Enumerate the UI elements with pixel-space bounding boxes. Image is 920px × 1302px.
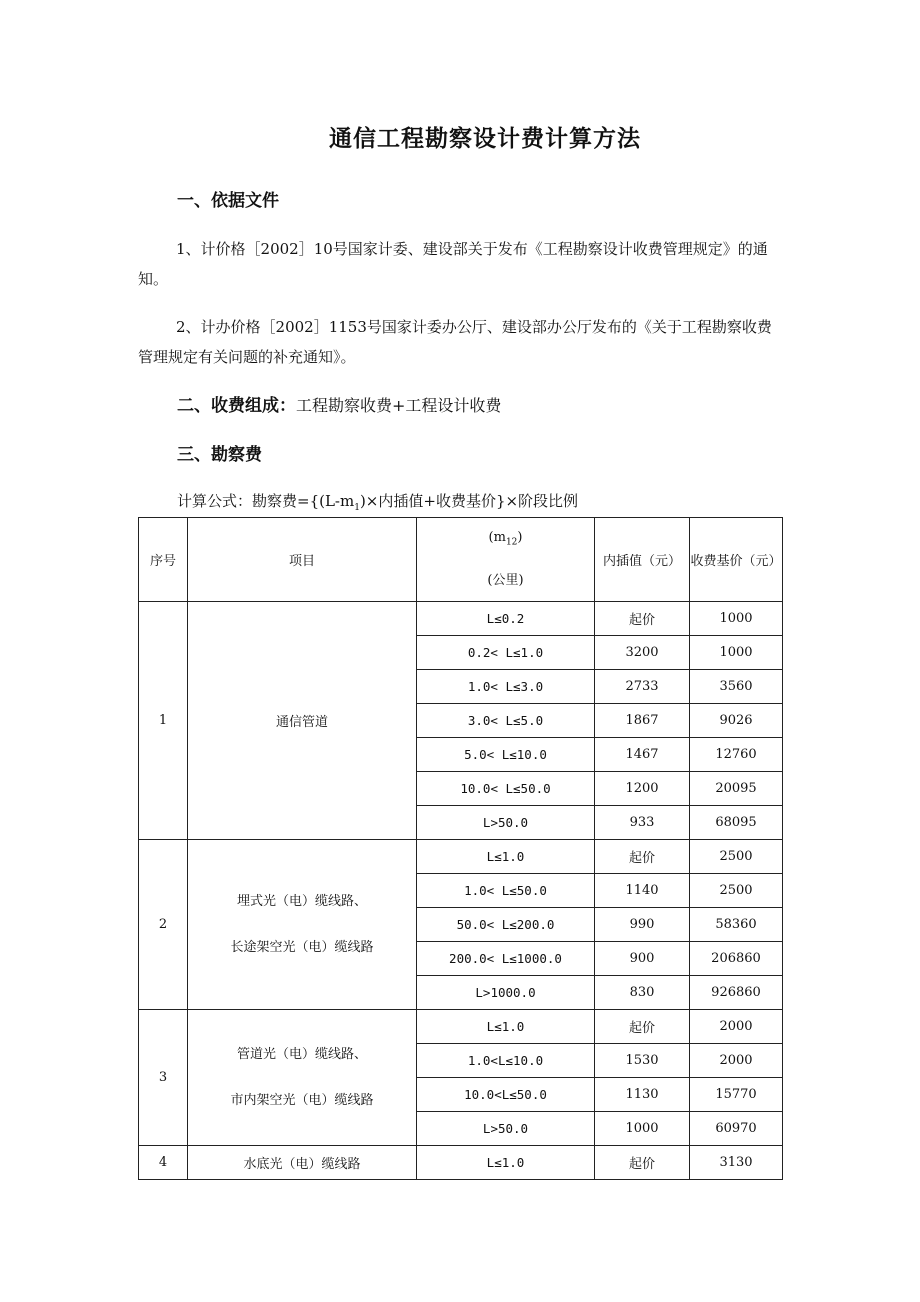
formula [177, 490, 578, 513]
table-header-row [139, 518, 783, 602]
basis-item-2 [138, 312, 784, 372]
header-range-top: $(m_{12})$ [488, 530, 523, 548]
interp-cell: 起价 [595, 1010, 690, 1044]
item-name-line: 市内架空光（电）缆线路 [230, 1092, 374, 1108]
interp-cell: 起价 [595, 602, 690, 636]
fee-table [138, 517, 783, 1180]
basis-item-2-text: 2、计办价格［2002］1153号国家计委办公厅、建设部办公厅发布的《关于工程勘察收费管理规定有关问题的补充通知》。 [138, 318, 772, 366]
table-row [139, 1146, 783, 1180]
base-cell: 20095 [690, 772, 783, 806]
section-heading-composition [177, 391, 501, 416]
composition-text: 工程勘察收费+工程设计收费 [296, 396, 502, 415]
base-cell: 2500 [690, 874, 783, 908]
interp-cell: 1130 [595, 1078, 690, 1112]
interp-cell: 1200 [595, 772, 690, 806]
interp-cell: 1140 [595, 874, 690, 908]
interp-cell: 1000 [595, 1112, 690, 1146]
header-range-unit: (公里) [487, 572, 524, 588]
page-title: 通信工程勘察设计费计算方法 [329, 125, 641, 152]
header-interp: 内插值（元） [595, 518, 690, 602]
composition-label: 二、收费组成： [177, 396, 296, 416]
range-cell: L>1000.0 [417, 976, 595, 1010]
range-cell: L≤1.0 [417, 840, 595, 874]
range-cell: 1.0<L≤10.0 [417, 1044, 595, 1078]
range-cell: L>50.0 [417, 806, 595, 840]
range-cell: 10.0<L≤50.0 [417, 1078, 595, 1112]
interp-cell: 900 [595, 942, 690, 976]
range-cell: 3.0< L≤5.0 [417, 704, 595, 738]
table-row [139, 602, 783, 636]
item-name-line: 管道光（电）缆线路、 [236, 1046, 367, 1062]
range-cell: 1.0< L≤50.0 [417, 874, 595, 908]
base-cell: 2500 [690, 840, 783, 874]
header-base: 收费基价（元） [690, 518, 783, 602]
base-cell: 9026 [690, 704, 783, 738]
item-name-line: 水底光（电）缆线路 [243, 1157, 361, 1172]
formula-suffix: )×内插值+收费基价}×阶段比例 [359, 492, 579, 510]
interp-cell: 起价 [595, 1146, 690, 1180]
basis-item-1-text: 1、计价格［2002］10号国家计委、建设部关于发布《工程勘察设计收费管理规定》的通知。 [138, 240, 768, 288]
item-name-line: 长途架空光（电）缆线路 [230, 939, 374, 955]
row-number: 3 [139, 1010, 188, 1146]
row-number: 2 [139, 840, 188, 1010]
base-cell: 206860 [690, 942, 783, 976]
interp-cell: 1467 [595, 738, 690, 772]
base-cell: 3560 [690, 670, 783, 704]
range-cell: L≤1.0 [417, 1146, 595, 1180]
range-cell: 50.0< L≤200.0 [417, 908, 595, 942]
item-name-line: 埋式光（电）缆线路、 [236, 893, 367, 909]
interp-cell: 1530 [595, 1044, 690, 1078]
item-name-line: 通信管道 [275, 715, 328, 730]
range-cell: 5.0< L≤10.0 [417, 738, 595, 772]
header-no: 序号 [139, 518, 188, 602]
interp-cell: 830 [595, 976, 690, 1010]
base-cell: 15770 [690, 1078, 783, 1112]
section-heading-basis: 一、依据文件 [177, 191, 279, 211]
base-cell: 60970 [690, 1112, 783, 1146]
base-cell: 1000 [690, 602, 783, 636]
base-cell: 12760 [690, 738, 783, 772]
item-name [188, 1146, 417, 1180]
base-cell: 2000 [690, 1010, 783, 1044]
item-name [188, 1010, 417, 1146]
item-name [188, 840, 417, 1010]
base-cell: 3130 [690, 1146, 783, 1180]
row-number: 4 [139, 1146, 188, 1180]
range-cell: 1.0< L≤3.0 [417, 670, 595, 704]
range-cell: 200.0< L≤1000.0 [417, 942, 595, 976]
item-name [188, 602, 417, 840]
section-heading-survey-fee: 三、勘察费 [177, 445, 262, 465]
base-cell: 2000 [690, 1044, 783, 1078]
base-cell: 1000 [690, 636, 783, 670]
formula-prefix: 计算公式：勘察费={(L-m [177, 492, 355, 510]
base-cell: 68095 [690, 806, 783, 840]
table-row [139, 1010, 783, 1044]
header-item: 项目 [188, 518, 417, 602]
interp-cell: 3200 [595, 636, 690, 670]
header-range [417, 518, 595, 602]
row-number: 1 [139, 602, 188, 840]
range-cell: L≤1.0 [417, 1010, 595, 1044]
formula-sub: 1 [354, 503, 360, 513]
range-cell: L≤0.2 [417, 602, 595, 636]
base-cell: 58360 [690, 908, 783, 942]
range-cell: 0.2< L≤1.0 [417, 636, 595, 670]
range-cell: 10.0< L≤50.0 [417, 772, 595, 806]
range-cell: L>50.0 [417, 1112, 595, 1146]
table-row [139, 840, 783, 874]
interp-cell: 990 [595, 908, 690, 942]
interp-cell: 起价 [595, 840, 690, 874]
interp-cell: 933 [595, 806, 690, 840]
interp-cell: 2733 [595, 670, 690, 704]
interp-cell: 1867 [595, 704, 690, 738]
basis-item-1 [138, 234, 784, 294]
base-cell: 926860 [690, 976, 783, 1010]
